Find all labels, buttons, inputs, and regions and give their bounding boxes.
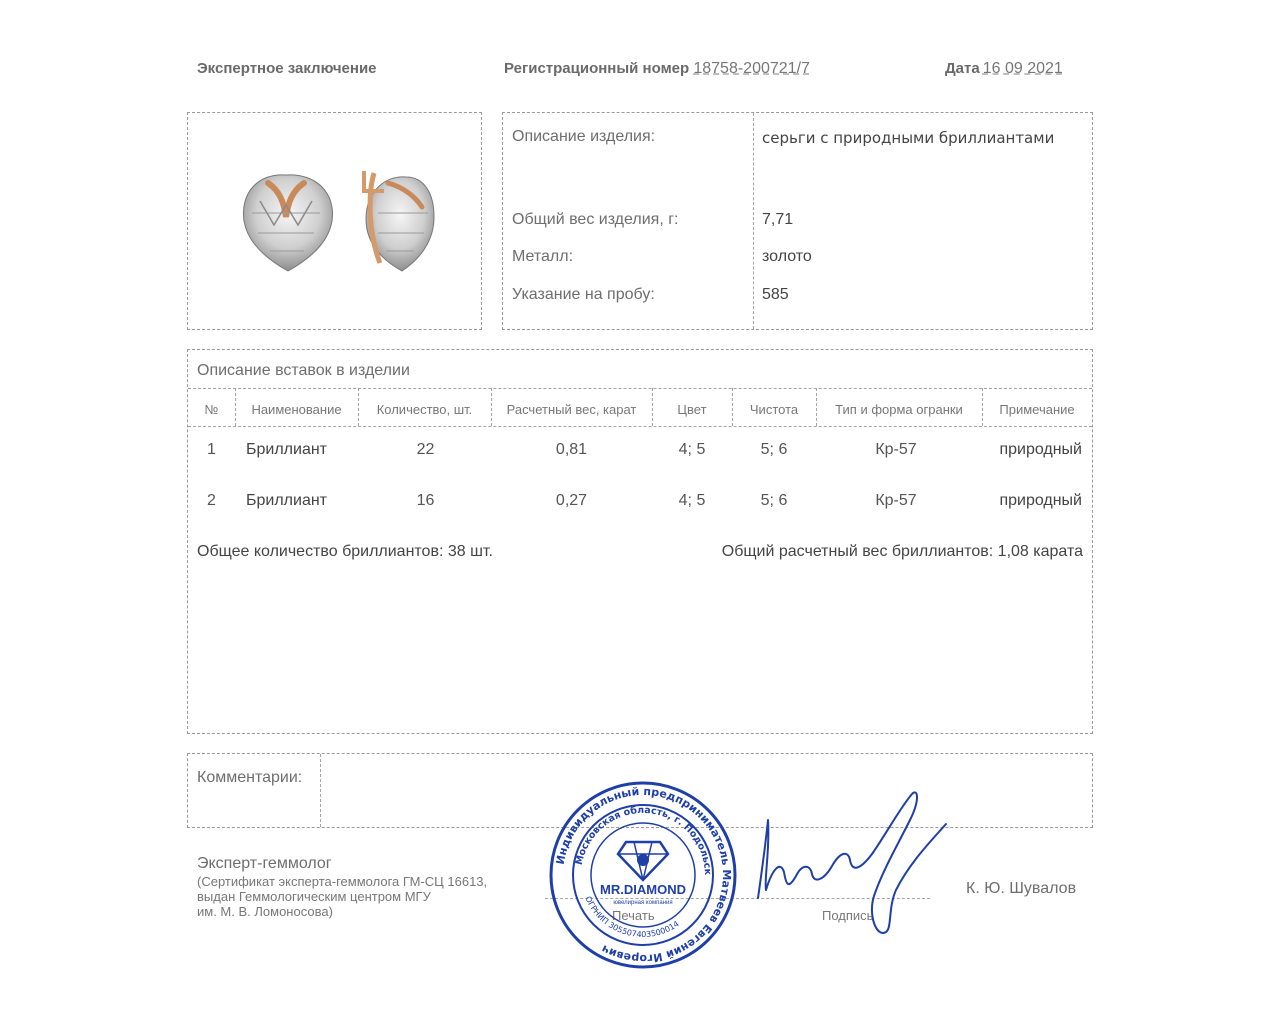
stamp-inner-text: Московская область, г. Подольск <box>573 804 714 876</box>
column-header: Примечание <box>999 402 1075 417</box>
insert-name: Бриллиант <box>246 492 328 509</box>
document-title: Экспертное заключение <box>197 60 377 77</box>
column-header: Тип и форма огранки <box>835 402 963 417</box>
inserts-title: Описание вставок в изделии <box>197 362 410 379</box>
official-stamp <box>548 780 738 970</box>
row-number: 1 <box>207 441 216 458</box>
insert-clarity: 5; 6 <box>760 441 788 458</box>
column-header: Чистота <box>749 402 799 417</box>
column-header: Расчетный вес, карат <box>506 402 637 417</box>
registration-value: 18758-200721/7 <box>693 60 810 77</box>
stamp-ogrn-text: ОГРНИП 305507403500014 <box>583 894 681 940</box>
document-date <box>945 60 1063 78</box>
expert-cert-line: выдан Геммологическим центром МГУ <box>197 889 431 904</box>
insert-name: Бриллиант <box>246 441 328 458</box>
column-header: Цвет <box>677 402 707 417</box>
column-header: № <box>204 402 219 417</box>
expert-certificate <box>197 874 487 919</box>
column-header: Количество, шт. <box>376 402 473 417</box>
earrings-image <box>188 113 481 329</box>
stamp-outer-text: Индивидуальный предприниматель Матвеев Евгений Игоревич <box>553 784 734 966</box>
registration-number <box>504 60 810 78</box>
metal-value: золото <box>762 248 812 265</box>
insert-clarity: 5; 6 <box>760 492 788 509</box>
expert-name: К. Ю. Шувалов <box>966 880 1077 897</box>
table-row <box>0 441 1280 463</box>
comments-label: Комментарии: <box>197 769 303 786</box>
table-row <box>0 492 1280 514</box>
insert-weight: 0,27 <box>555 492 588 509</box>
hallmark-value: 585 <box>762 286 789 303</box>
description-label: Описание изделия: <box>512 128 656 145</box>
total-weight: Общий расчетный вес бриллиантов: 1,08 карата <box>721 543 1083 560</box>
insert-note: природный <box>999 492 1082 509</box>
insert-cut: Кр-57 <box>875 441 917 458</box>
weight-value: 7,71 <box>762 211 794 228</box>
expert-cert-line: (Сертификат эксперта-геммолога ГМ-СЦ 16613, <box>197 874 488 889</box>
expert-title: Эксперт-геммолог <box>197 855 332 872</box>
insert-weight: 0,81 <box>555 441 588 458</box>
insert-color: 4; 5 <box>678 441 706 458</box>
insert-quantity: 22 <box>416 441 435 458</box>
insert-note: природный <box>999 441 1082 458</box>
stamp-brand: MR.DIAMOND <box>600 882 686 897</box>
signature-caption: Подпись <box>822 908 874 923</box>
diamond-logo-icon <box>618 842 668 880</box>
date-label: Дата <box>945 60 980 77</box>
product-photo-box <box>187 112 482 330</box>
column-header: Наименование <box>251 402 342 417</box>
stamp-brand-sub: ювелирная компания <box>613 900 673 906</box>
expert-cert-line: им. М. В. Ломоносова) <box>197 904 333 919</box>
date-value: 16 09 2021 <box>982 60 1063 77</box>
stamp-caption: Печать <box>612 908 655 923</box>
registration-label: Регистрационный номер <box>504 60 690 77</box>
hallmark-label: Указание на пробу: <box>512 286 655 303</box>
row-number: 2 <box>207 492 216 509</box>
description-value: серьги с природными бриллиантами <box>762 129 1055 147</box>
insert-color: 4; 5 <box>678 492 706 509</box>
weight-label: Общий вес изделия, г: <box>512 211 679 228</box>
insert-cut: Кр-57 <box>875 492 917 509</box>
total-count: Общее количество бриллиантов: 38 шт. <box>197 543 493 560</box>
insert-quantity: 16 <box>416 492 435 509</box>
signature-image <box>740 780 955 940</box>
metal-label: Металл: <box>512 248 574 265</box>
